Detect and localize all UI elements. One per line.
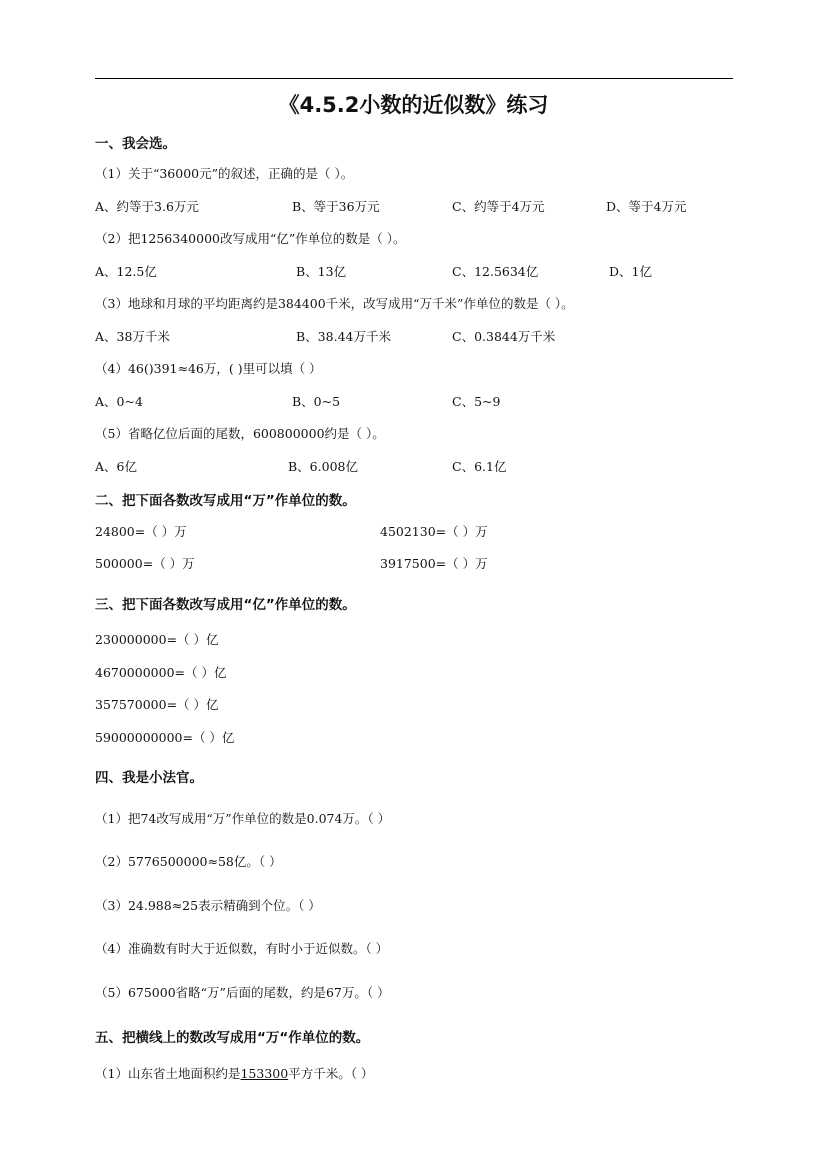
question-1-2-option-d: D、1亿 [609, 264, 652, 279]
question-1-3-stem: （3）地球和月球的平均距离约是384400千米，改写成用“万千米”作单位的数是（ ）。 [95, 296, 574, 311]
section-2-item-3: 500000=（ ）万 [95, 556, 195, 571]
question-1-1-option-b: B、等于36万元 [292, 199, 380, 214]
section-4-item-1: （1）把74改写成用“万”作单位的数是0.074万。（ ） [95, 811, 391, 826]
section-4-item-4: （4）准确数有时大于近似数，有时小于近似数。（ ） [95, 941, 389, 956]
question-1-1-stem: （1）关于“36000元”的叙述，正确的是（ ）。 [95, 166, 354, 181]
header-rule [95, 78, 733, 79]
section-2-item-4: 3917500=（ ）万 [380, 556, 488, 571]
question-1-4-option-b: B、0~5 [292, 394, 341, 409]
question-1-2-stem: （2）把1256340000改写成用“亿”作单位的数是（ ）。 [95, 231, 406, 246]
section-4-item-3: （3）24.988≈25表示精确到个位。（ ） [95, 898, 321, 913]
section-4-heading: 四、我是小法官。 [95, 770, 203, 786]
section-3-item-4: 59000000000=（ ）亿 [95, 730, 235, 745]
question-1-1-option-d: D、等于4万元 [606, 199, 687, 214]
question-1-3-option-a: A、38万千米 [95, 329, 170, 344]
question-1-2-option-a: A、12.5亿 [95, 264, 157, 279]
section-5-question-1-prefix: （1）山东省土地面积约是 [95, 1066, 241, 1081]
question-1-4-stem: （4）46()391≈46万，( )里可以填（ ） [95, 361, 322, 376]
section-1-heading: 一、我会选。 [95, 136, 176, 152]
section-3-item-2: 4670000000=（ ）亿 [95, 665, 227, 680]
section-3-item-3: 357570000=（ ）亿 [95, 697, 219, 712]
question-1-1-option-a: A、约等于3.6万元 [95, 199, 199, 214]
section-2-item-2: 4502130=（ ）万 [380, 524, 488, 539]
page-title: 《4.5.2小数的近似数》练习 [278, 93, 549, 117]
question-1-5-stem: （5）省略亿位后面的尾数，600800000约是（ ）。 [95, 426, 385, 441]
section-3-item-1: 230000000=（ ）亿 [95, 632, 219, 647]
section-4-item-2: （2）5776500000≈58亿。（ ） [95, 854, 282, 869]
question-1-4-option-a: A、0~4 [95, 394, 143, 409]
section-3-heading: 三、把下面各数改写成用“亿”作单位的数。 [95, 597, 356, 613]
question-1-3-option-c: C、0.3844万千米 [452, 329, 556, 344]
question-1-2-option-c: C、12.5634亿 [452, 264, 539, 279]
section-2-heading: 二、把下面各数改写成用“万”作单位的数。 [95, 493, 356, 509]
question-1-5-option-a: A、6亿 [95, 459, 137, 474]
section-5-question-1-number: 153300 [240, 1066, 289, 1081]
section-4-item-5: （5）675000省略“万”后面的尾数，约是67万。（ ） [95, 985, 390, 1000]
question-1-5-option-b: B、6.008亿 [288, 459, 358, 474]
question-1-4-option-c: C、5~9 [452, 394, 501, 409]
section-5-question-1-suffix: 平方千米。（ ） [288, 1066, 374, 1081]
question-1-2-option-b: B、13亿 [296, 264, 347, 279]
question-1-5-option-c: C、6.1亿 [452, 459, 507, 474]
question-1-3-option-b: B、38.44万千米 [296, 329, 391, 344]
question-1-1-option-c: C、约等于4万元 [452, 199, 545, 214]
section-5-heading: 五、把横线上的数改写成用“万“作单位的数。 [95, 1030, 370, 1046]
section-5-question-1 [95, 1064, 373, 1082]
section-2-item-1: 24800=（ ）万 [95, 524, 187, 539]
